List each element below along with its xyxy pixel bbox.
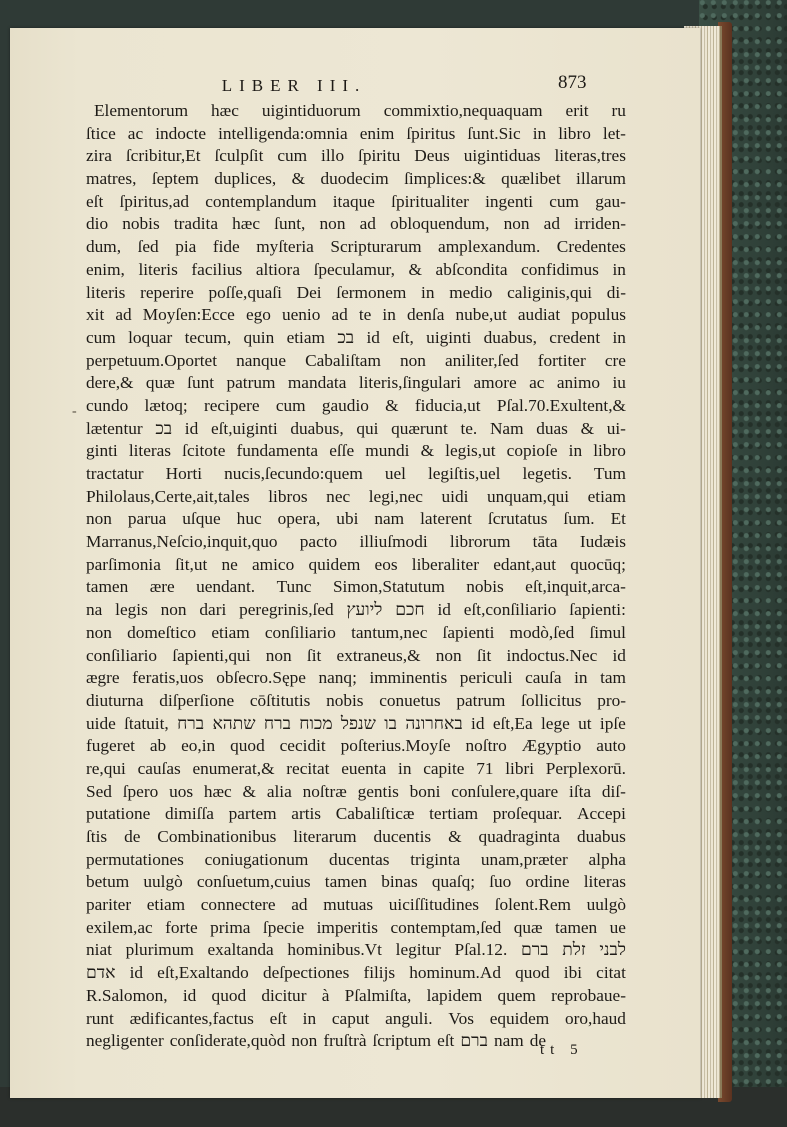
text-line: permutationes coniugationum ducentas triginta unam,præter alpha xyxy=(86,849,626,869)
running-title: LIBER III. xyxy=(221,76,367,95)
text-line: uide ſtatuit, ברח שתהא ברח מכוח שנפל בו באחרונה id eſt,Ea lege ut ipſe xyxy=(86,713,626,733)
text-line: ginti literas ſcitote fundamenta eſſe mundi & legis,ut copioſe in libro xyxy=(86,441,626,461)
book-page xyxy=(10,28,700,1098)
body-text xyxy=(86,100,626,1053)
text-line: enim, literis facilius altiora ſpeculamur, & abſcondita confidimus in xyxy=(86,259,626,279)
text-line: exilem,ac forte prima ſpecie imperitis contemptam,ſed quæ tamen ue xyxy=(86,917,626,937)
text-line: אדם id eſt,Exaltando deſpectiones filijs hominum.Ad quod ibi citat xyxy=(86,963,626,983)
text-line: na legis non dari peregrinis,ſed ליועץ חכם id eſt,conſiliario ſapienti: xyxy=(86,600,626,620)
text-line: lætentur בכ id eſt,uiginti duabus, qui quærunt te. Nam duas & ui- xyxy=(86,418,626,438)
text-line: tractatur Horti nucis,ſecundo:quem uel legiſtis,uel legetis. Tum xyxy=(86,464,626,483)
text-line: ſtice ac indocte intelligenda:omnia enim ſpiritus ſunt.Sic in libro let- xyxy=(86,123,626,143)
text-line: perpetuum.Oportet nanque Cabaliſtam non aniliter,ſed fortiter cre xyxy=(86,350,626,370)
margin-mark: - xyxy=(72,404,77,419)
text-line: Philolaus,Certe,ait,tales libros nec legi,nec uidi unquam,qui etiam xyxy=(86,486,626,506)
text-line: zira ſcribitur,Et ſculpſit cum illo ſpiritu Deus uigintiduas literas,tres xyxy=(86,146,626,166)
text-line: non parua uſque huc opera, ubi nam laterent ſcrutatus ſum. Et xyxy=(86,509,626,529)
page-number: 873 xyxy=(558,72,587,93)
text-line: matres, ſeptem duplices, & duodecim ſimplices:& quælibet illarum xyxy=(86,169,626,189)
text-line: xit ad Moyſen:Ecce ego uenio ad te in denſa nube,ut audiat populus xyxy=(86,305,626,325)
text-line: re,qui cauſas enumerat,& recitat euenta in capite 71 libri Perplexorū. xyxy=(86,758,626,778)
text-line: eſt ſpiritus,ad contemplandum itaque ſpiritualiter ingenti cum gau- xyxy=(86,191,626,211)
text-line: ægre feratis,uos obſecro.Sępe nanq; imminentis periculi cauſa in tam xyxy=(86,668,626,688)
text-line: R.Salomon, id quod dicitur à Pſalmiſta, lapidem quem reprobaue- xyxy=(86,985,626,1005)
text-line: diuturna diſperſione cōſtitutis nobis conuetus patrum ſollicitus pro- xyxy=(86,690,626,710)
text-line: dum, ſed pia fide myſteria Scripturarum amplexandum. Credentes xyxy=(86,237,626,257)
text-line: Sed ſpero uos hæc & alia noſtræ gentis boni conſulere,quare iſta diſ- xyxy=(86,781,626,801)
text-line: Elementorum hæc uigintiduorum commixtio,nequaquam erit ru xyxy=(94,101,626,120)
text-line: tamen ære uendant. Tunc Simon,Statutum nobis eſt,inquit,arca- xyxy=(86,577,626,597)
text-line: Marranus,Neſcio,inquit,quo pacto illiuſmodi librorum tāta Iudæis xyxy=(86,532,626,552)
text-line: fugeret ab eo,in quod cecidit poſterius.Moyſe noſtro Ægyptio auto xyxy=(86,736,626,756)
text-line: betum uulgò conſuetum,cuius tamen binas quaſq; ſuo ordine literas xyxy=(86,872,626,892)
text-line: niat plurimum exaltanda hominibus.Vt legitur Pſal.12. ברם זלת לבני xyxy=(86,940,626,960)
text-line: putatione dimiſſa partem artis Cabaliſticæ tertiam proſequar. Accepi xyxy=(86,804,626,824)
text-line: dere,& quæ ſunt patrum mandata literis,ſingulari amore ac animo iu xyxy=(86,373,626,393)
signature-mark: tt 5 xyxy=(540,1042,584,1058)
text-line: parſimonia ſit,ut ne amico quidem eos liberaliter edant,aut quocūq; xyxy=(86,554,626,574)
text-line: runt ædificantes,factus eſt in caput anguli. Vos equidem oro,haud xyxy=(86,1008,626,1028)
text-line: non domeſtico etiam conſiliario tantum,nec ſapienti modò,ſed ſimul xyxy=(86,622,626,642)
text-line: cundo lætoq; recipere cum gaudio & fiducia,ut Pſal.70.Exultent,& xyxy=(86,395,626,415)
text-line: literis reperire poſſe,quaſi Dei ſermonem in medio caliginis,qui di- xyxy=(86,282,626,302)
text-line: dio nobis tradita hæc ſunt, non ad obloquendum, non ad irriden- xyxy=(86,214,626,234)
text-line: cum loquar tecum, quin etiam בכ id eſt, uiginti duabus, credent in xyxy=(86,327,626,347)
text-line: ſtis de Combinationibus literarum ducentis & quadraginta duabus xyxy=(86,827,626,846)
text-line: negligenter conſiderate,quòd non fruſtrà ſcriptum eſt ברם nam de xyxy=(86,1031,547,1051)
text-line: conſiliario ſapienti,qui non ſit extraneus,& non ſit indoctus.Nec id xyxy=(86,645,626,665)
text-line: pariter etiam connectere ad mutuas uiciſſitudines ſolent.Rem uulgò xyxy=(86,895,626,915)
